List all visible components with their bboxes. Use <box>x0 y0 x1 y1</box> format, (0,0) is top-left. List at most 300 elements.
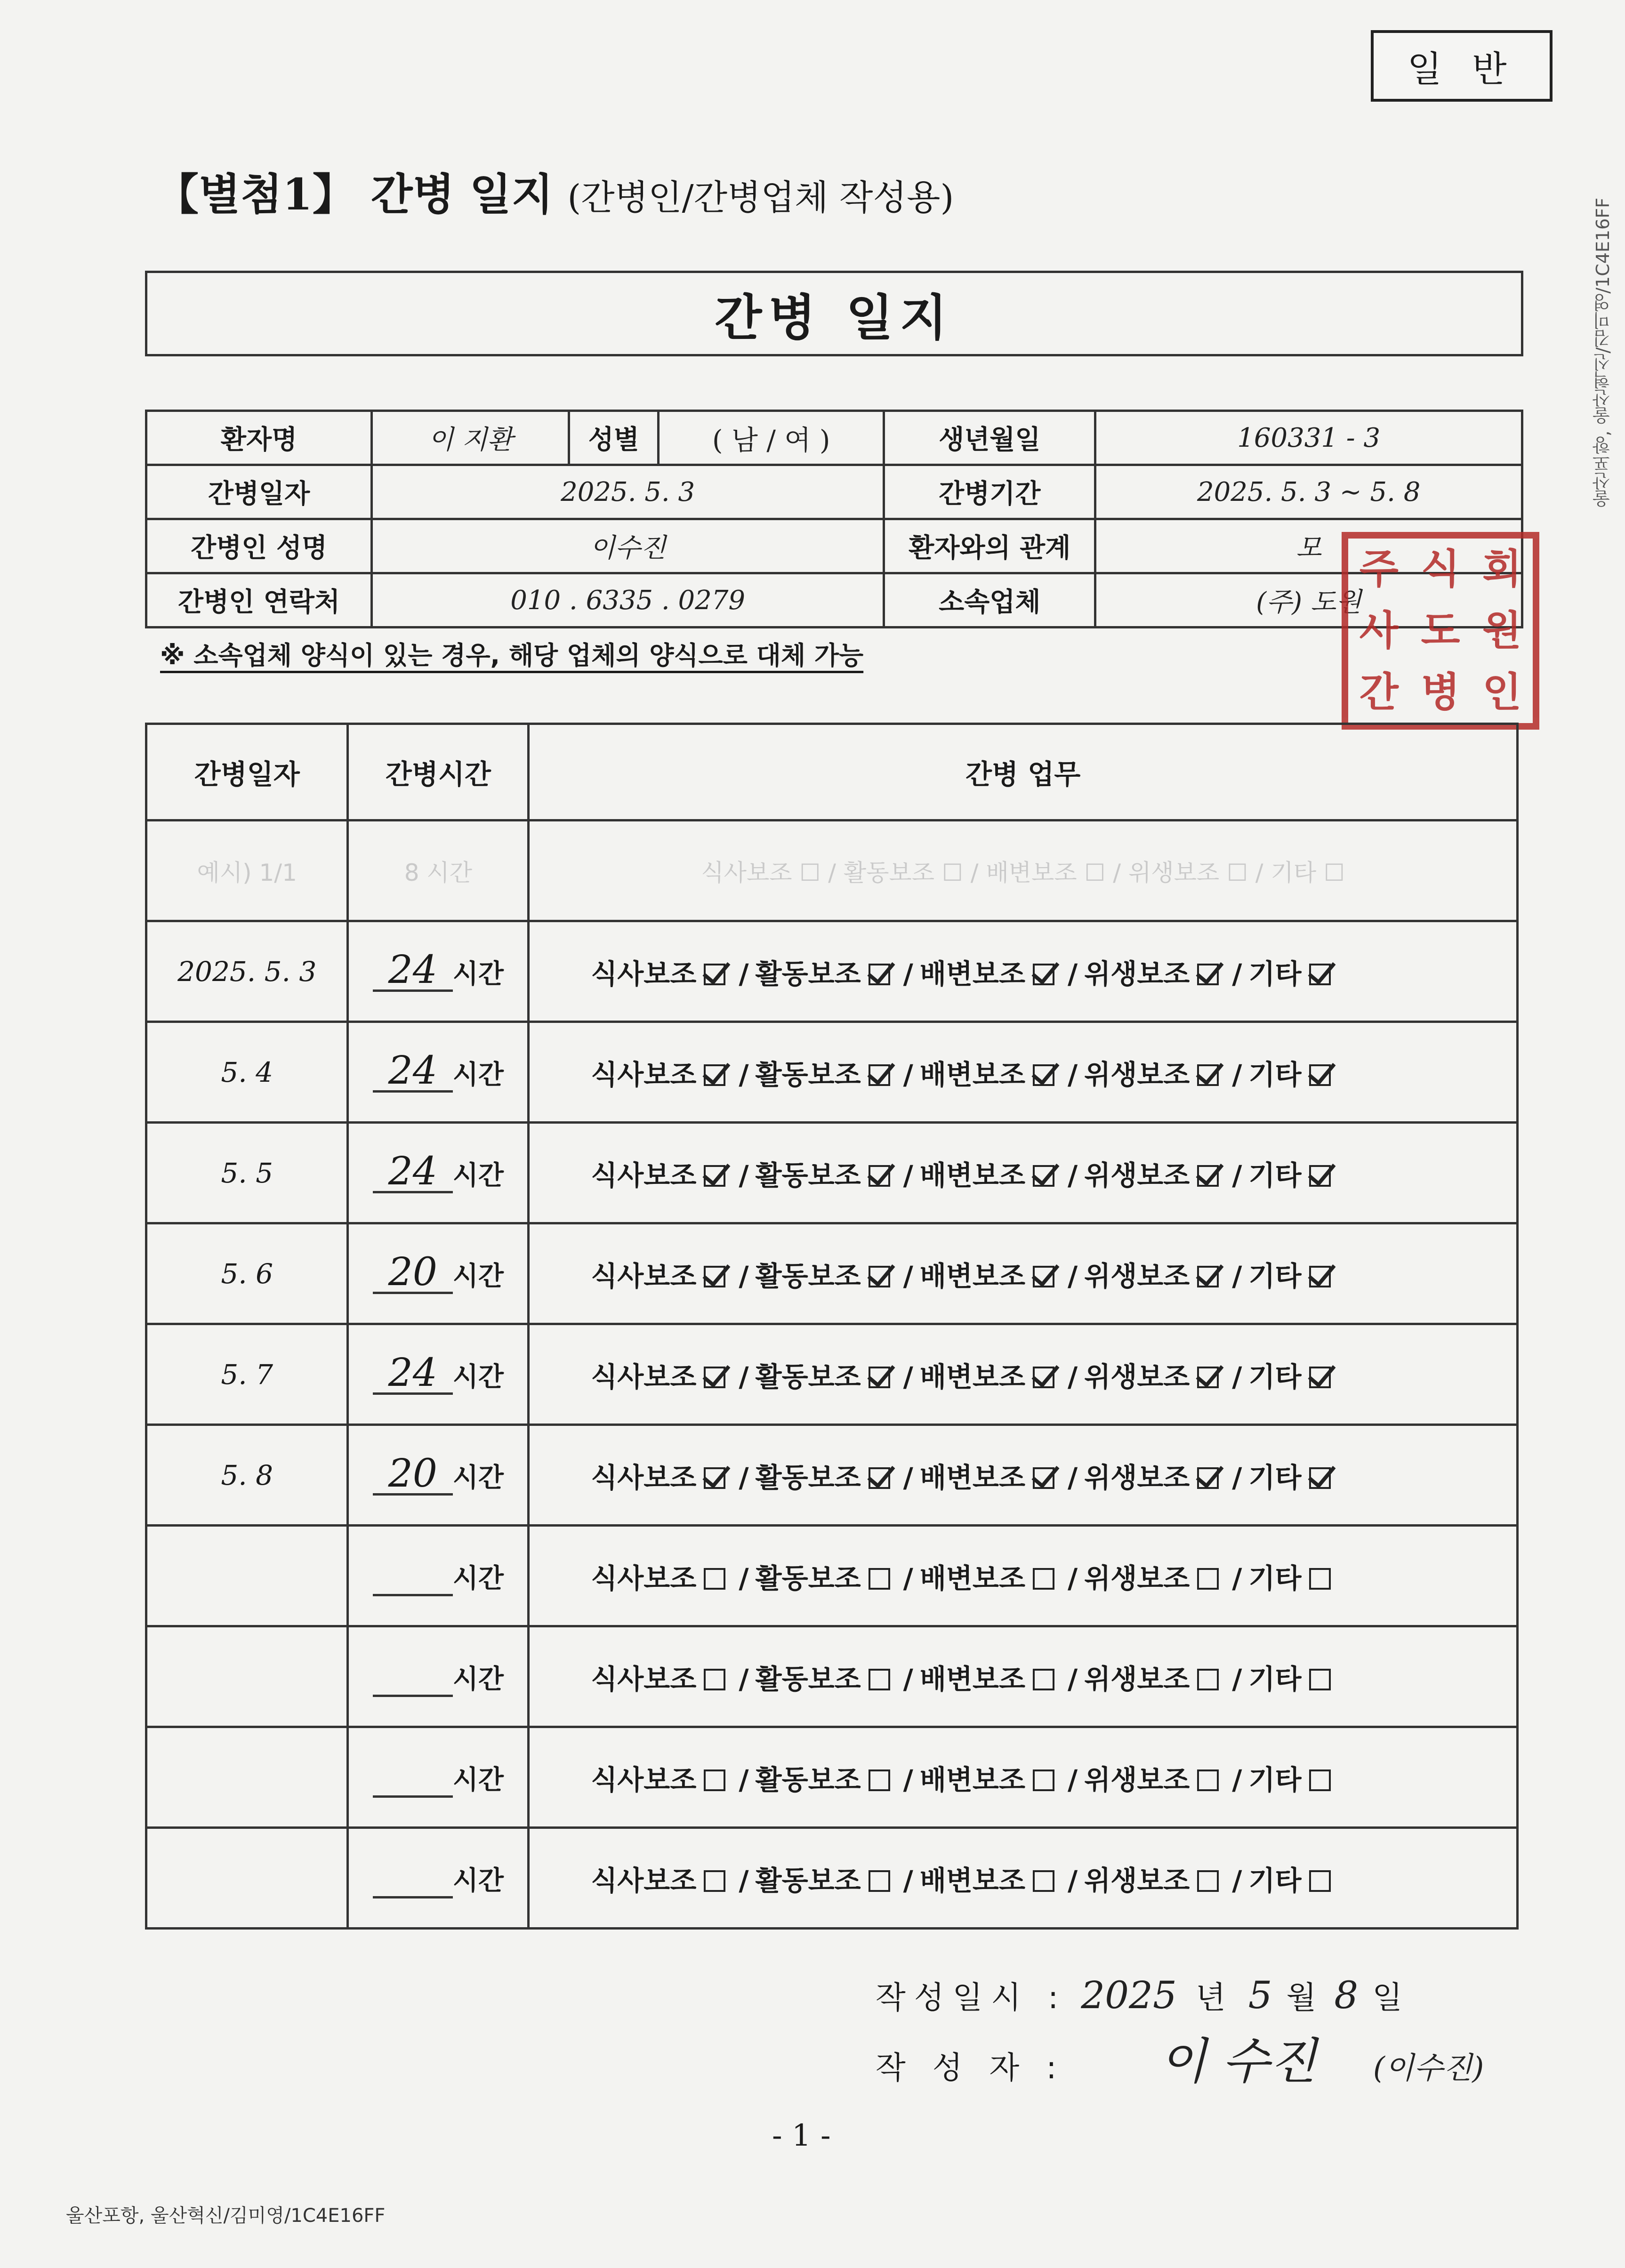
page-number: - 1 - <box>772 2118 831 2153</box>
seal-character: 도 <box>1421 607 1460 654</box>
task-label: 기타 <box>1248 1159 1302 1191</box>
written-year: 2025 <box>1081 1973 1177 2017</box>
task-checkbox[interactable] <box>1033 1568 1054 1590</box>
log-row <box>146 1727 1518 1828</box>
care-period-value: 2025. 5. 3 ~ 5. 8 <box>1095 465 1522 519</box>
seal-character: 주 <box>1359 546 1399 593</box>
seal-character: 간 <box>1359 668 1399 716</box>
task-separator: / <box>1232 1360 1242 1393</box>
log-date: 5. 5 <box>146 1123 348 1223</box>
task-separator: / <box>903 1864 913 1897</box>
seal-character: 사 <box>1359 607 1399 654</box>
task-item <box>1084 1355 1219 1394</box>
task-checkbox[interactable] <box>1197 1064 1219 1086</box>
task-checkbox[interactable] <box>1033 964 1054 985</box>
task-checkbox[interactable] <box>1033 1165 1054 1187</box>
task-item <box>756 1858 890 1898</box>
log-hours-cell <box>348 1223 529 1324</box>
log-hours-cell <box>348 1123 529 1223</box>
task-label: 기타 <box>1248 1763 1302 1796</box>
task-separator: / <box>903 1058 913 1091</box>
log-date: 5. 6 <box>146 1223 348 1324</box>
task-checkbox[interactable] <box>1033 1467 1054 1489</box>
task-checkbox[interactable] <box>1309 1064 1331 1086</box>
col-header-hours: 간병시간 <box>348 724 529 820</box>
task-label: 식사보조 <box>591 1763 697 1796</box>
example-date: 예시) 1/1 <box>146 820 348 921</box>
hours-unit: 시간 <box>452 1160 504 1191</box>
writer-signature: (이수진) <box>1373 2051 1484 2086</box>
task-label: 활동보조 <box>755 1159 861 1191</box>
log-hours-cell <box>348 1828 529 1929</box>
task-label: 기타 <box>1248 1663 1302 1695</box>
year-unit: 년 <box>1195 1979 1234 2016</box>
writer-label: 작 성 자 : <box>876 2050 1065 2086</box>
task-separator: / <box>1232 1663 1242 1695</box>
seal-character: 원 <box>1482 607 1522 654</box>
task-separator: / <box>1232 1159 1242 1191</box>
task-separator: / <box>903 1562 913 1594</box>
task-item <box>1084 1556 1219 1596</box>
task-separator: / <box>739 1864 749 1897</box>
task-checkbox[interactable] <box>869 1769 890 1791</box>
written-month: 5 <box>1248 1973 1272 2017</box>
seal-character: 식 <box>1421 546 1460 593</box>
log-hours-cell <box>348 921 529 1022</box>
task-checkbox[interactable] <box>1033 1064 1054 1086</box>
company-label: 소속업체 <box>884 573 1095 627</box>
task-item <box>920 952 1054 991</box>
task-checkbox[interactable] <box>1033 1669 1054 1690</box>
task-separator: / <box>1067 1159 1078 1191</box>
company-seal <box>1342 532 1539 730</box>
task-label: 식사보조 <box>591 1864 697 1897</box>
log-hours-cell <box>348 1727 529 1828</box>
log-row <box>146 1324 1518 1425</box>
task-item <box>920 1657 1054 1697</box>
task-label: 위생보조 <box>1084 1461 1190 1494</box>
classification-box: 일 반 <box>1371 30 1553 102</box>
sex-value: ( 남 / 여 ) <box>659 411 884 465</box>
task-label: 위생보조 <box>1084 1663 1190 1695</box>
task-label: 위생보조 <box>1084 1763 1190 1796</box>
relation-value: 모 <box>1095 519 1522 573</box>
task-checkbox[interactable] <box>1033 1266 1054 1287</box>
task-item <box>1248 1858 1330 1898</box>
task-label: 위생보조 <box>1084 957 1190 990</box>
task-checkbox[interactable] <box>704 1367 725 1388</box>
task-separator: / <box>739 1058 749 1091</box>
task-checkbox[interactable] <box>704 1266 725 1287</box>
log-hours-value: 24 <box>373 1052 453 1093</box>
task-separator: / <box>1067 1260 1078 1292</box>
hours-unit: 시간 <box>452 1866 504 1896</box>
form-title: 간병 일지 <box>145 271 1523 356</box>
task-separator: / <box>1067 1663 1078 1695</box>
task-checkbox[interactable] <box>1197 1769 1219 1791</box>
task-item <box>756 1556 890 1596</box>
task-separator: / <box>739 1763 749 1796</box>
task-item <box>591 1556 725 1596</box>
hours-unit: 시간 <box>452 1463 504 1493</box>
task-separator: / <box>739 1360 749 1393</box>
task-label: 배변보조 <box>919 1461 1025 1494</box>
task-checkbox[interactable] <box>1309 1165 1331 1187</box>
task-item <box>1248 1758 1330 1797</box>
log-hours-value: 24 <box>373 951 453 992</box>
log-hours-value <box>373 1656 453 1697</box>
task-checkbox[interactable] <box>869 1870 890 1892</box>
task-label: 배변보조 <box>919 1360 1025 1393</box>
task-label: 활동보조 <box>755 1461 861 1494</box>
log-hours-cell <box>348 1425 529 1526</box>
document-heading <box>155 160 954 222</box>
task-label: 배변보조 <box>919 957 1025 990</box>
task-item <box>1248 1254 1330 1294</box>
task-label: 활동보조 <box>755 1260 861 1292</box>
task-item <box>920 1254 1054 1294</box>
task-checkbox[interactable] <box>704 1769 725 1791</box>
task-checkbox[interactable] <box>869 1165 890 1187</box>
task-separator: / <box>1067 1360 1078 1393</box>
task-label: 활동보조 <box>755 1360 861 1393</box>
task-separator: / <box>1232 1562 1242 1594</box>
task-separator: / <box>739 1461 749 1494</box>
task-item <box>1248 1153 1330 1193</box>
log-row <box>146 1626 1518 1727</box>
task-item <box>1084 1153 1219 1193</box>
task-item <box>1084 952 1219 991</box>
task-item <box>1248 952 1330 991</box>
heading-sub: (간병인/간병업체 작성용) <box>567 177 954 218</box>
task-label: 배변보조 <box>919 1763 1025 1796</box>
log-date: 5. 7 <box>146 1324 348 1425</box>
hours-unit: 시간 <box>452 959 504 989</box>
seal-character: 병 <box>1421 668 1460 716</box>
task-label: 활동보조 <box>755 1763 861 1796</box>
task-checkbox[interactable] <box>704 1870 725 1892</box>
log-tasks <box>529 1022 1518 1123</box>
task-label: 식사보조 <box>591 1663 697 1695</box>
footer-watermark: 울산포항, 울산혁신/김미영/1C4E16FF <box>66 2205 386 2227</box>
task-item <box>591 1657 725 1697</box>
task-checkbox[interactable] <box>869 1467 890 1489</box>
patient-name-value: 이 지환 <box>372 411 569 465</box>
task-separator: / <box>903 1360 913 1393</box>
task-checkbox[interactable] <box>869 1266 890 1287</box>
task-item <box>756 1254 890 1294</box>
task-separator: / <box>1067 1461 1078 1494</box>
task-checkbox[interactable] <box>1197 1669 1219 1690</box>
task-item <box>591 1254 725 1294</box>
task-separator: / <box>739 1562 749 1594</box>
task-separator: / <box>1232 1461 1242 1494</box>
task-item <box>591 1858 725 1898</box>
task-item <box>920 1858 1054 1898</box>
seal-character: 인 <box>1482 668 1522 716</box>
task-item <box>591 1153 725 1193</box>
task-item <box>920 1355 1054 1394</box>
log-row <box>146 1123 1518 1223</box>
seal-character: 회 <box>1482 546 1522 593</box>
task-item <box>920 1153 1054 1193</box>
patient-info-table <box>145 410 1523 628</box>
task-label: 식사보조 <box>591 957 697 990</box>
task-label: 기타 <box>1248 1864 1302 1897</box>
caregiver-name-value: 이수진 <box>372 519 884 573</box>
log-tasks <box>529 1526 1518 1626</box>
log-tasks <box>529 921 1518 1022</box>
hours-unit: 시간 <box>452 1362 504 1392</box>
patient-name-label: 환자명 <box>146 411 372 465</box>
task-checkbox[interactable] <box>1309 1769 1331 1791</box>
task-separator: / <box>1067 1864 1078 1897</box>
hours-unit: 시간 <box>452 1563 504 1594</box>
task-checkbox[interactable] <box>1309 1669 1331 1690</box>
birth-label: 생년월일 <box>884 411 1095 465</box>
task-label: 기타 <box>1248 1360 1302 1393</box>
day-unit: 일 <box>1372 1979 1411 2016</box>
log-tasks <box>529 1626 1518 1727</box>
task-separator: / <box>739 1260 749 1292</box>
task-label: 기타 <box>1248 957 1302 990</box>
log-tasks <box>529 1324 1518 1425</box>
birth-value: 160331 - 3 <box>1095 411 1522 465</box>
task-item <box>591 1758 725 1797</box>
task-item <box>1084 1254 1219 1294</box>
task-separator: / <box>1232 1260 1242 1292</box>
log-row <box>146 1526 1518 1626</box>
task-item <box>920 1053 1054 1092</box>
substitution-note: ※ 소속업체 양식이 있는 경우, 해당 업체의 양식으로 대체 가능 <box>160 641 864 670</box>
task-item <box>591 952 725 991</box>
company-value: (주) 도원 <box>1095 573 1522 627</box>
task-label: 위생보조 <box>1084 1260 1190 1292</box>
task-label: 기타 <box>1248 1260 1302 1292</box>
task-label: 배변보조 <box>919 1260 1025 1292</box>
contact-label: 간병인 연락처 <box>146 573 372 627</box>
col-header-date: 간병일자 <box>146 724 348 820</box>
task-item <box>591 1053 725 1092</box>
task-label: 위생보조 <box>1084 1360 1190 1393</box>
task-item <box>756 952 890 991</box>
log-date: 5. 4 <box>146 1022 348 1123</box>
care-date-label: 간병일자 <box>146 465 372 519</box>
task-checkbox[interactable] <box>1309 1266 1331 1287</box>
sex-label: 성별 <box>569 411 659 465</box>
task-label: 식사보조 <box>591 1360 697 1393</box>
task-checkbox[interactable] <box>1197 964 1219 985</box>
task-label: 식사보조 <box>591 1562 697 1594</box>
task-checkbox[interactable] <box>1309 964 1331 985</box>
task-checkbox[interactable] <box>704 1568 725 1590</box>
task-label: 위생보조 <box>1084 1562 1190 1594</box>
task-separator: / <box>1232 1058 1242 1091</box>
task-separator: / <box>1232 1763 1242 1796</box>
log-hours-value <box>373 1757 453 1798</box>
task-item <box>591 1456 725 1495</box>
task-checkbox[interactable] <box>704 1669 725 1690</box>
task-separator: / <box>1232 957 1242 990</box>
relation-label: 환자와의 관계 <box>884 519 1095 573</box>
care-period-label: 간병기간 <box>884 465 1095 519</box>
task-separator: / <box>739 1159 749 1191</box>
log-row <box>146 1425 1518 1526</box>
log-hours-value <box>373 1858 453 1898</box>
task-checkbox[interactable] <box>1197 1367 1219 1388</box>
task-label: 위생보조 <box>1084 1159 1190 1191</box>
task-checkbox[interactable] <box>869 964 890 985</box>
log-row <box>146 921 1518 1022</box>
log-hours-value <box>373 1555 453 1596</box>
task-checkbox[interactable] <box>704 1467 725 1489</box>
task-label: 활동보조 <box>755 1663 861 1695</box>
writer-name: 이 수진 <box>1159 2033 1317 2090</box>
task-item <box>1084 1456 1219 1495</box>
task-separator: / <box>739 1663 749 1695</box>
month-unit: 월 <box>1286 1979 1325 2016</box>
task-checkbox[interactable] <box>1197 1870 1219 1892</box>
task-checkbox[interactable] <box>869 1064 890 1086</box>
task-label: 배변보조 <box>919 1663 1025 1695</box>
task-separator: / <box>1067 957 1078 990</box>
task-checkbox[interactable] <box>704 1165 725 1187</box>
log-tasks <box>529 1727 1518 1828</box>
log-hours-cell <box>348 1626 529 1727</box>
task-separator: / <box>903 1260 913 1292</box>
log-tasks <box>529 1828 1518 1929</box>
task-label: 활동보조 <box>755 1562 861 1594</box>
task-item <box>920 1556 1054 1596</box>
log-row <box>146 1828 1518 1929</box>
task-label: 배변보조 <box>919 1562 1025 1594</box>
log-date: 5. 8 <box>146 1425 348 1526</box>
task-label: 활동보조 <box>755 957 861 990</box>
example-tasks: 식사보조 ☐ / 활동보조 ☐ / 배변보조 ☐ / 위생보조 ☐ / 기타 ☐ <box>529 820 1518 921</box>
task-checkbox[interactable] <box>869 1568 890 1590</box>
task-separator: / <box>1232 1864 1242 1897</box>
task-label: 식사보조 <box>591 1159 697 1191</box>
task-item <box>1248 1355 1330 1394</box>
task-label: 식사보조 <box>591 1260 697 1292</box>
task-label: 배변보조 <box>919 1864 1025 1897</box>
task-checkbox[interactable] <box>1033 1870 1054 1892</box>
log-hours-value: 20 <box>373 1455 453 1496</box>
task-checkbox[interactable] <box>1197 1165 1219 1187</box>
signature-block <box>876 1972 1582 2092</box>
side-watermark: 울산포항, 울산혁신/김미영/1C4E16FF <box>1593 198 1613 508</box>
task-checkbox[interactable] <box>869 1367 890 1388</box>
hours-unit: 시간 <box>452 1261 504 1292</box>
heading-main: 【별첨1】 간병 일지 <box>155 169 554 220</box>
log-hours-value: 24 <box>373 1152 453 1193</box>
task-separator: / <box>1067 1763 1078 1796</box>
log-date <box>146 1727 348 1828</box>
task-separator: / <box>903 1763 913 1796</box>
task-separator: / <box>1067 1058 1078 1091</box>
task-item <box>756 1456 890 1495</box>
log-date <box>146 1526 348 1626</box>
log-hours-value: 24 <box>373 1354 453 1395</box>
task-separator: / <box>739 957 749 990</box>
task-checkbox[interactable] <box>1309 1870 1331 1892</box>
log-row <box>146 1223 1518 1324</box>
log-tasks <box>529 1223 1518 1324</box>
task-item <box>920 1456 1054 1495</box>
task-item <box>756 1758 890 1797</box>
task-label: 기타 <box>1248 1058 1302 1091</box>
col-header-tasks: 간병 업무 <box>529 724 1518 820</box>
hours-unit: 시간 <box>452 1765 504 1795</box>
task-checkbox[interactable] <box>1033 1769 1054 1791</box>
task-separator: / <box>903 1663 913 1695</box>
task-item <box>756 1355 890 1394</box>
task-item <box>1084 1858 1219 1898</box>
task-separator: / <box>903 957 913 990</box>
care-log-table <box>145 723 1519 1930</box>
task-checkbox[interactable] <box>869 1669 890 1690</box>
log-date: 2025. 5. 3 <box>146 921 348 1022</box>
task-checkbox[interactable] <box>1197 1266 1219 1287</box>
hours-unit: 시간 <box>452 1060 504 1090</box>
log-row <box>146 1022 1518 1123</box>
log-date <box>146 1626 348 1727</box>
task-item <box>1248 1053 1330 1092</box>
log-tasks <box>529 1123 1518 1223</box>
log-hours-cell <box>348 1324 529 1425</box>
log-hours-cell <box>348 1526 529 1626</box>
task-separator: / <box>1067 1562 1078 1594</box>
log-tasks <box>529 1425 1518 1526</box>
task-item <box>756 1657 890 1697</box>
task-label: 배변보조 <box>919 1058 1025 1091</box>
task-checkbox[interactable] <box>1197 1568 1219 1590</box>
task-label: 활동보조 <box>755 1864 861 1897</box>
task-checkbox[interactable] <box>1309 1367 1331 1388</box>
task-label: 식사보조 <box>591 1058 697 1091</box>
task-checkbox[interactable] <box>704 964 725 985</box>
log-date <box>146 1828 348 1929</box>
task-checkbox[interactable] <box>1309 1568 1331 1590</box>
task-item <box>591 1355 725 1394</box>
log-hours-value: 20 <box>373 1253 453 1294</box>
task-item <box>756 1153 890 1193</box>
task-item <box>1248 1657 1330 1697</box>
task-separator: / <box>903 1159 913 1191</box>
task-item <box>1084 1758 1219 1797</box>
task-item <box>1084 1053 1219 1092</box>
task-checkbox[interactable] <box>704 1064 725 1086</box>
task-label: 위생보조 <box>1084 1058 1190 1091</box>
task-checkbox[interactable] <box>1033 1367 1054 1388</box>
task-checkbox[interactable] <box>1309 1467 1331 1489</box>
task-label: 기타 <box>1248 1562 1302 1594</box>
task-label: 활동보조 <box>755 1058 861 1091</box>
example-hours: 8 시간 <box>348 820 529 921</box>
task-label: 식사보조 <box>591 1461 697 1494</box>
log-hours-cell <box>348 1022 529 1123</box>
task-checkbox[interactable] <box>1197 1467 1219 1489</box>
contact-value: 010 . 6335 . 0279 <box>372 573 884 627</box>
task-item <box>1084 1657 1219 1697</box>
task-label: 위생보조 <box>1084 1864 1190 1897</box>
task-item <box>920 1758 1054 1797</box>
task-label: 기타 <box>1248 1461 1302 1494</box>
task-item <box>1248 1456 1330 1495</box>
caregiver-name-label: 간병인 성명 <box>146 519 372 573</box>
written-date-label: 작성일시 : <box>876 1979 1067 2016</box>
hours-unit: 시간 <box>452 1664 504 1695</box>
